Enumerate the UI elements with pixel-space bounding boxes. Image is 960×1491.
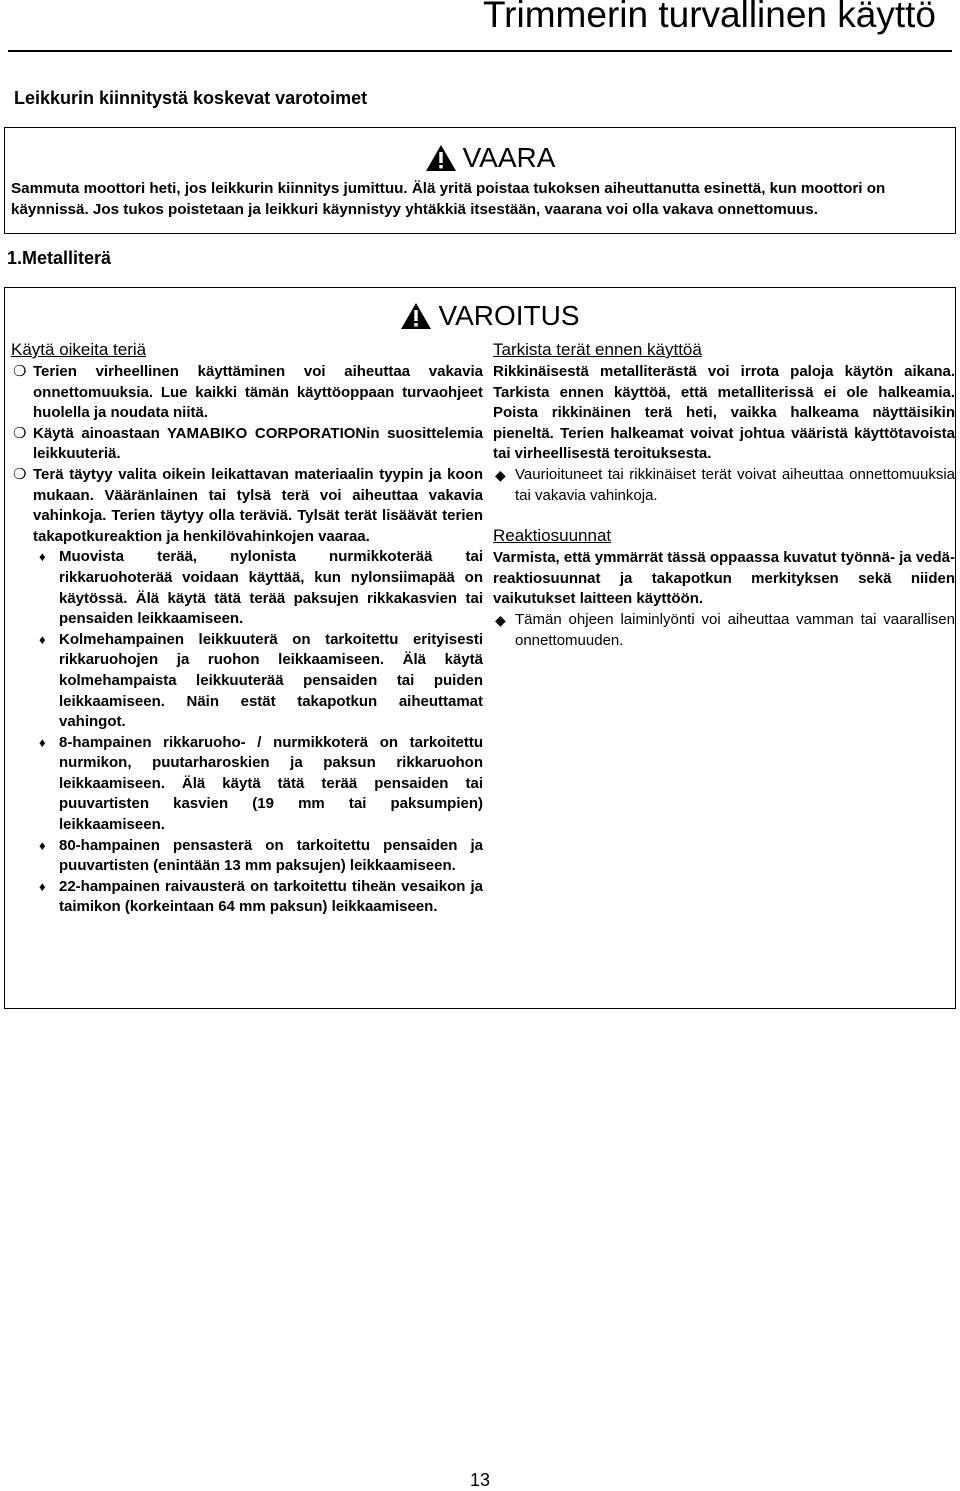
circle-bullet-icon: ❍ [13, 465, 27, 483]
list-item-text: Vaurioituneet tai rikkinäiset terät voivat aiheuttaa onnettomuuksia tai vakavia vahinkoja. [515, 465, 955, 504]
list-item-text: Terä täytyy valita oikein leikattavan materiaalin tyypin ja koon mukaan. Vääränlainen tai tylsä terä voi aiheuttaa vakavia vahinkoja. Terien täytyy olla teräviä. Tylsät terät lisäävät terien takapotkureaktion ja henkilövahinkojen vaaraa. [33, 465, 483, 545]
list-item [493, 610, 955, 651]
sub-list-item [11, 877, 483, 918]
check-blades-heading: Tarkista terät ennen käyttöä [493, 340, 702, 359]
danger-header [25, 142, 955, 174]
danger-box [4, 127, 956, 234]
diamond-bullet-icon: ♦ [39, 878, 46, 894]
right-column [493, 340, 955, 651]
sub-list-item [11, 836, 483, 877]
sub-list-item-text: 8-hampainen rikkaruoho- / nurmikkoterä on tarkoitettu nurmikon, puutarharoskien ja paksun rikkaruohon leikkaamiseen. Älä käytä tätä terää pensaiden tai puuvartisten kasvien (19 mm tai paksumpien) leikkaamiseen. [59, 733, 483, 834]
diamond-bullet-icon: ◆ [495, 466, 506, 483]
sub-list-item [11, 547, 483, 629]
danger-text: Sammuta moottori heti, jos leikkurin kiinnitys jumittuu. Älä yritä poistaa tukoksen aiheuttanutta esinettä, kun moottori on käynnissä. Jos tukos poistetaan ja leikkuri käynnistyy yhtäkkiä itsestään, vaarana voi olla vakava onnettomuus. [11, 180, 886, 218]
list-item [11, 465, 483, 547]
subsection-heading: 1.Metalliterä [7, 248, 112, 268]
diamond-bullet-icon: ♦ [39, 837, 46, 853]
title-rule [8, 50, 952, 52]
sub-list-item-text: Muovista terää, nylonista nurmikkoterää tai rikkaruohoterää voidaan käyttää, kun nylonsiimapää on käytössä. Älä käytä tätä terää paksujen rikkakasvien tai pensaiden leikkaamiseen. [59, 548, 483, 628]
sub-list-item [11, 630, 483, 733]
correct-blades-heading: Käytä oikeita teriä [11, 340, 147, 359]
diamond-bullet-icon: ♦ [39, 549, 46, 565]
diamond-bullet-icon: ♦ [39, 631, 46, 647]
sub-list-item-text: Kolmehampainen leikkuuterä on tarkoitettu erityisesti rikkaruohojen ja ruohon leikkaamiseen. Älä käytä kolmehampaista leikkuuterää pensaiden tai puiden leikkaamiseen. Näin estät takapotkun aiheuttamat vahingot. [59, 630, 483, 731]
reaction-directions-heading: Reaktiosuunnat [493, 526, 612, 546]
sub-list-item [11, 733, 483, 836]
list-item [11, 424, 483, 465]
warning-triangle-icon [425, 144, 457, 172]
sub-list-item-text: 22-hampainen raivausterä on tarkoitettu tiheän vesaikon ja taimikon (korkeintaan 64 mm paksun) leikkaamiseen. [59, 877, 483, 916]
page-title: Trimmerin turvallinen käyttö [482, 0, 936, 35]
danger-label: VAARA [462, 142, 556, 173]
diamond-bullet-icon: ◆ [495, 611, 506, 628]
list-item-text: Terien virheellinen käyttäminen voi aiheuttaa vakavia onnettomuuksia. Lue kaikki tämän käyttöoppaan turvaohjeet huolella ja noudata niitä. [33, 363, 483, 422]
list-item-text: Käytä ainoastaan YAMABIKO CORPORATIONin suosittelemia leikkuuteriä. [33, 424, 483, 463]
left-column [11, 340, 483, 918]
warning-box [4, 287, 956, 1009]
list-item [11, 362, 483, 424]
page-number: 13 [469, 1470, 491, 1490]
warning-header [25, 300, 955, 332]
section-heading: Leikkurin kiinnitystä koskevat varotoimet [14, 88, 368, 108]
reaction-directions-text: Varmista, että ymmärrät tässä oppaassa kuvatut työnnä- ja vedä-reaktiosuunnat ja takapotkun merkityksen sekä niiden vaikutukset laitteen käyttöön. [493, 549, 955, 608]
warning-triangle-icon [400, 302, 432, 330]
sub-list-item-text: 80-hampainen pensasterä on tarkoitettu pensaiden ja puuvartisten (enintään 13 mm paksujen) leikkaamiseen. [59, 836, 483, 875]
list-item-text: Tämän ohjeen laiminlyönti voi aiheuttaa vamman tai vaarallisen onnettomuuden. [515, 610, 955, 649]
list-item [493, 465, 955, 506]
circle-bullet-icon: ❍ [13, 363, 27, 380]
circle-bullet-icon: ❍ [13, 424, 27, 442]
warning-label: VAROITUS [438, 300, 580, 331]
check-blades-text: Rikkinäisestä metalliterästä voi irrota paloja käytön aikana. Tarkista ennen käyttöä, että metalliterissä ei ole halkeamia. Poista rikkinäinen terä heti, vaikka halkeama näyttäisikin pieneltä. Terien halkeamat voivat johtua vääristä käyttötavoista tai virheellisestä teroituksesta. [493, 363, 955, 463]
diamond-bullet-icon: ♦ [39, 734, 46, 750]
